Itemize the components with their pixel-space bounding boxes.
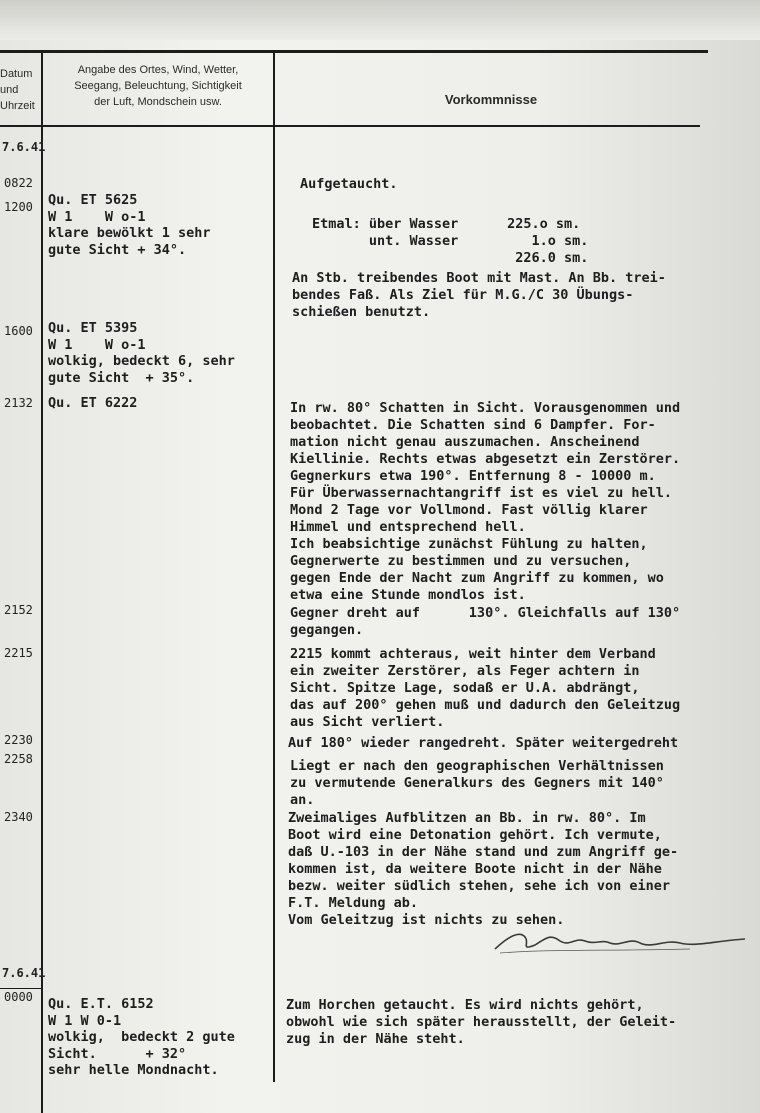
date-separator-rule [0, 988, 42, 989]
header-datum-uhrzeit [0, 66, 40, 114]
time-entry: 1600 [4, 324, 33, 338]
time-entry: 2132 [4, 396, 33, 410]
time-entry: 2152 [4, 603, 33, 617]
event-entry: 2215 kommt achteraus, weit hinter dem Verband ein zweiter Zerstörer, als Feger achtern in Sicht. Spitze Lage, sodaß er U.A. abdrängt, das auf 200° gehen muß und dadurch den Geleitzug aus Sicht verliert. [290, 646, 681, 730]
header-bottom-rule [0, 125, 700, 127]
handwritten-signature [490, 925, 750, 955]
time-entry: 1200 [4, 200, 33, 214]
header-ort-wetter [43, 62, 273, 110]
column-rule-1 [41, 52, 43, 1113]
time-entry: 0822 [4, 176, 33, 190]
time-entry: 2215 [4, 646, 33, 660]
column-rule-2 [273, 52, 275, 1082]
location-weather-entry: Qu. ET 6222 [48, 395, 138, 411]
time-entry: 2258 [4, 752, 33, 766]
event-entry: Liegt er nach den geographischen Verhältnissen zu vermutende Generalkurs des Gegners mit 140° an. [290, 758, 664, 808]
header-top-rule [0, 50, 708, 53]
page-top-shadow [0, 0, 760, 40]
header-col2-line: der Luft, Mondschein usw. [94, 96, 222, 108]
header-col1-line: Datum [0, 68, 33, 80]
event-entry: In rw. 80° Schatten in Sicht. Vorausgenommen und beobachtet. Die Schatten sind 6 Dampfer. For- mation nicht genau auszumachen. Anscheinend Kiellinie. Rechts etwas abgesetzt ein Zerstörer. Gegnerkurs etwa 190°. Entfernung 8 - 10000 m. Für Überwassernachtangriff ist es viel zu hell. Mond 2 Tage vor Vollmond. Fast völlig klarer Himmel und entsprechend hell. [290, 400, 681, 535]
header-col1-line: und [0, 84, 19, 96]
header-col2-line: Angabe des Ortes, Wind, Wetter, [77, 64, 239, 76]
event-entry: Ich beabsichtige zunächst Fühlung zu halten, Gegnerwerte zu bestimmen und zu versuchen, gegen Ende der Nacht zum Angriff zu kommen, wo etwa eine Stunde mondlos ist. [290, 536, 664, 603]
date-entry: 7.6.41 [2, 966, 46, 980]
header-col1-line: Uhrzeit [0, 100, 35, 112]
event-entry: Auf 180° wieder rangedreht. Später weitergedreht [288, 735, 679, 751]
event-entry: Zum Horchen getaucht. Es wird nichts gehört, obwohl wie sich später herausstellt, der Geleit- zug in der Nähe steht. [286, 997, 677, 1047]
location-weather-entry: Qu. E.T. 6152 W 1 W 0-1 wolkig, bedeckt 2 gute Sicht. + 32° sehr helle Mondnacht. [48, 996, 235, 1078]
time-entry: 2340 [4, 810, 33, 824]
event-entry: Zweimaliges Aufblitzen an Bb. in rw. 80°. Im Boot wird eine Detonation gehört. Ich vermute, daß U.-103 in der Nähe stand und zum Angriff ge- kommen ist, da weitere Boote nicht in der Nähe bezw. weiter südlich stehen, sehe ich von einer F.T. Meldung ab. Vom Geleitzug ist nichts zu sehen. [288, 810, 679, 928]
location-weather-entry: Qu. ET 5395 W 1 W o-1 wolkig, bedeckt 6, sehr gute Sicht + 35°. [48, 320, 235, 386]
header-col2-line: Seegang, Beleuchtung, Sichtigkeit [74, 80, 242, 92]
event-entry: An Stb. treibendes Boot mit Mast. An Bb. trei- bendes Faß. Als Ziel für M.G./C 30 Übungs- schießen benutzt. [292, 270, 666, 320]
event-entry: Gegner dreht auf 130°. Gleichfalls auf 130° gegangen. [290, 605, 681, 638]
location-weather-entry: Qu. ET 5625 W 1 W o-1 klare bewölkt 1 sehr gute Sicht + 34°. [48, 192, 211, 258]
time-entry: 2230 [4, 733, 33, 747]
header-vorkommnisse: Vorkommnisse [444, 92, 538, 107]
time-entry: 0000 [4, 990, 33, 1004]
etmal-entry: Etmal: über Wasser 225.o sm. unt. Wasser 1.o sm. 226.0 sm. [312, 216, 589, 266]
date-entry: 7.6.41 [2, 140, 46, 154]
event-entry: Aufgetaucht. [300, 176, 398, 192]
